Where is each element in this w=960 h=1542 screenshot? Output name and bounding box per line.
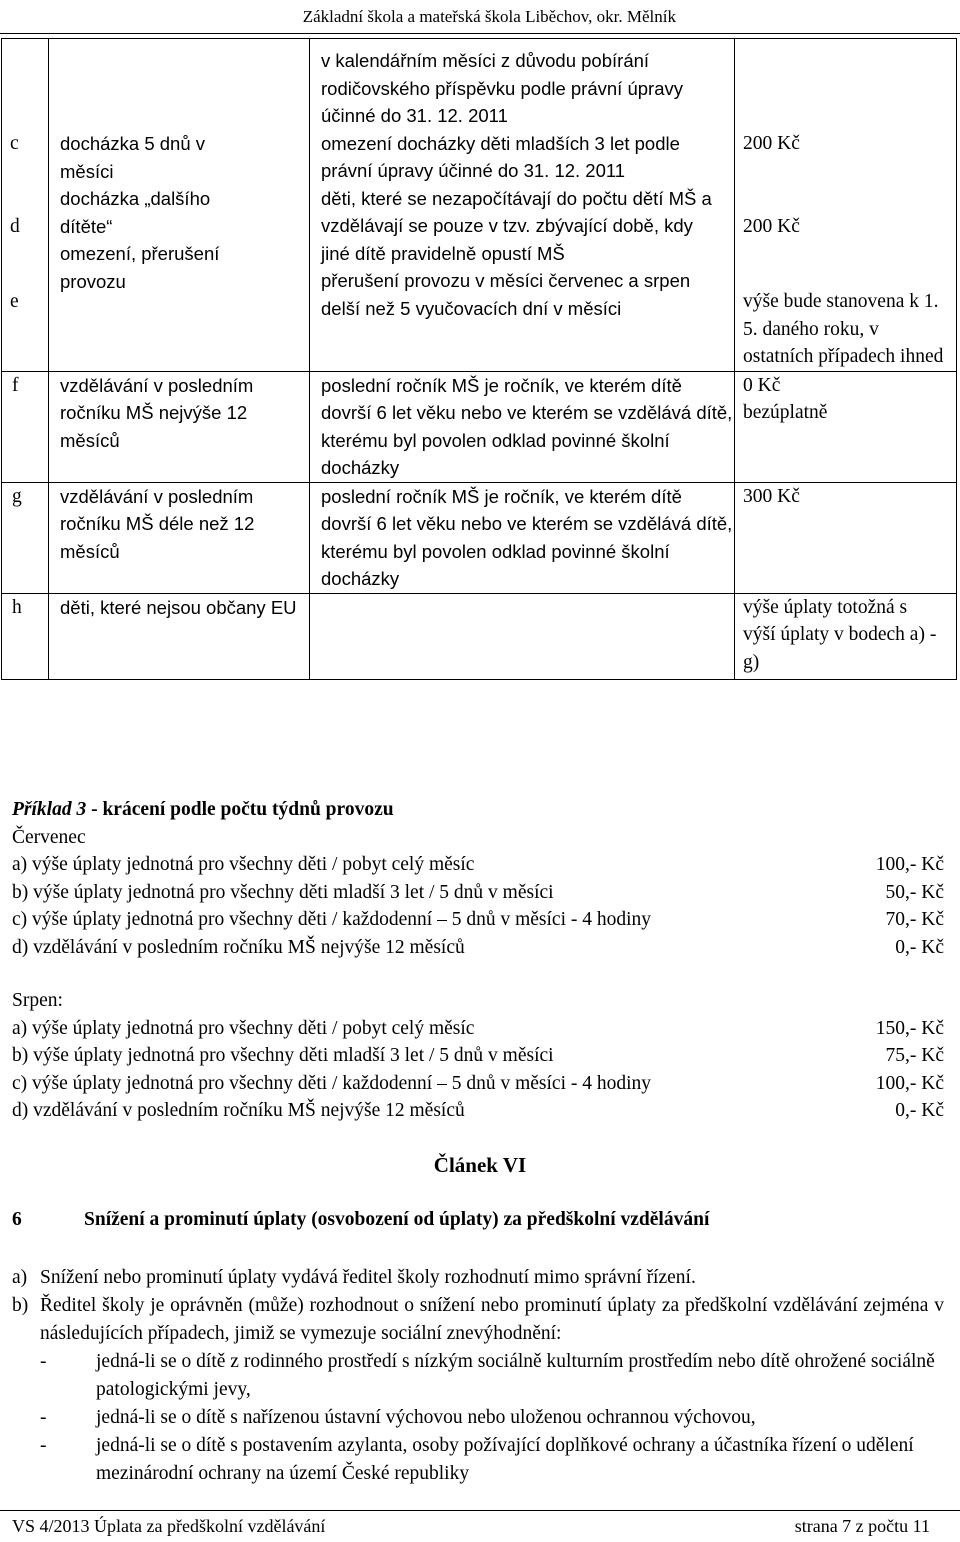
row-fee-text: výše úplaty totožná s výší úplaty v bodech a) -g) — [743, 596, 937, 673]
list-item — [12, 1292, 944, 1348]
item-amount: 50,- Kč — [885, 881, 944, 903]
month-name: Červenec — [12, 826, 86, 848]
item-amount: 70,- Kč — [885, 909, 944, 930]
row-name: docházka „dalšího dítěte“ — [60, 188, 211, 237]
row-fee — [735, 593, 957, 679]
row-condition: poslední ročník MŠ je ročník, ve kterém dítě dovrší 6 let věku nebo ve kterém se vzdělává dítě, kterému byl povolen odklad povinné školní docházky — [310, 371, 735, 482]
list-item — [12, 879, 944, 907]
item-text: Ředitel školy je oprávněn (může) rozhodnout o snížení nebo prominutí úplaty za předškolní vzdělávání zejména v následujících případech, jimiž se vymezuje sociální znevýhodnění: — [40, 1295, 944, 1344]
row-letter: g — [2, 482, 49, 593]
bullet-item — [40, 1404, 944, 1432]
page-footer — [0, 1510, 960, 1542]
row-condition: přerušení provozu v měsíci červenec a srpen delší než 5 vyučovacích dní v měsíci — [321, 270, 691, 319]
item-text: d) vzdělávání v posledním ročníku MŠ nejvýše 12 měsíců — [12, 1100, 465, 1121]
list-item — [12, 1097, 944, 1125]
item-text: c) výše úplaty jednotná pro všechny děti / každodenní – 5 dnů v měsíci - 4 hodiny — [12, 1072, 652, 1094]
bullet-dash: - — [40, 1351, 47, 1372]
row-name: vzdělávání v posledním ročníku MŠ nejvýše 12 měsíců — [49, 371, 310, 482]
row-condition: děti, které se nezapočítávají do počtu dětí MŠ a vzdělávají se pouze v tzv. zbývající době, kdy jiné dítě pravidelně opustí MŠ — [321, 187, 712, 264]
bullet-item — [40, 1432, 944, 1488]
month-name: Srpen: — [12, 990, 63, 1011]
footer-left: VS 4/2013 Úplata za předškolní vzdělávání — [12, 1516, 326, 1536]
article-heading: Článek VI — [433, 1153, 527, 1177]
list-item — [12, 1042, 944, 1070]
example-title — [12, 796, 944, 824]
bullet-item — [40, 1348, 944, 1404]
bullet-text: jedná-li se o dítě s postavením azylanta, osoby požívající doplňkové ochrany a účastníka řízení o udělení mezinárodní ochrany na území České republiky — [96, 1435, 914, 1484]
example-section — [12, 796, 944, 961]
bullet-text: jedná-li se o dítě z rodinného prostředí s nízkým sociálně kulturním prostředím nebo dítě ohrožené sociálně patologickými jevy, — [96, 1351, 935, 1400]
row-letter: h — [2, 593, 49, 679]
row-fee: 200 Kč — [743, 133, 800, 154]
row-condition: omezení docházky děti mladších 3 let podle právní úpravy účinné do 31. 12. 2011 — [321, 132, 680, 181]
row-letter: f — [2, 371, 49, 482]
section-number: 6 — [12, 1209, 22, 1230]
item-label: a) — [12, 1267, 28, 1288]
item-text: b) výše úplaty jednotná pro všechny děti mladší 3 let / 5 dnů v měsíci — [12, 1045, 554, 1066]
list-item — [12, 1015, 944, 1043]
row-fee — [735, 371, 957, 482]
table-row — [2, 39, 957, 372]
list-item — [12, 906, 944, 934]
table-row — [2, 371, 957, 482]
item-amount: 0,- Kč — [895, 1100, 944, 1121]
row-fee: 200 Kč — [743, 215, 800, 237]
row-condition — [310, 593, 735, 679]
item-amount: 75,- Kč — [885, 1045, 944, 1066]
row-name: děti, které nejsou občany EU — [49, 593, 310, 679]
article-body — [12, 1264, 944, 1488]
row-fee: 300 Kč — [735, 482, 957, 593]
section-heading — [12, 1209, 709, 1231]
example-title-rest: - krácení podle počtu týdnů provozu — [86, 799, 394, 820]
row-name: vzdělávání v posledním ročníku MŠ déle než 12 měsíců — [49, 482, 310, 593]
row-name: docházka 5 dnů v měsíci — [60, 133, 206, 182]
list-item — [12, 934, 944, 962]
list-item — [12, 1070, 944, 1098]
item-label: b) — [12, 1295, 29, 1316]
item-amount: 100,- Kč — [875, 1072, 944, 1094]
example-title-italic: Příklad 3 — [12, 799, 87, 820]
item-text: b) výše úplaty jednotná pro všechny děti mladší 3 let / 5 dnů v měsíci — [12, 881, 554, 903]
row-letter: d — [10, 215, 20, 237]
bullet-dash: - — [40, 1407, 47, 1428]
example-section-august — [12, 987, 944, 1125]
row-letter: e — [10, 291, 19, 312]
fee-table — [1, 38, 957, 680]
table-row — [2, 482, 957, 593]
row-letter-cell — [2, 39, 49, 372]
header-title: Základní škola a mateřská škola Liběchov, okr. Mělník — [302, 7, 676, 26]
item-text: a) výše úplaty jednotná pro všechny děti / pobyt celý měsíc — [12, 1017, 475, 1039]
row-condition-cell — [310, 39, 735, 372]
item-amount: 150,- Kč — [875, 1017, 944, 1039]
footer-page-number: strana 7 z počtu 11 — [794, 1516, 930, 1536]
row-fee: výše bude stanovena k 1. 5. daného roku, v ostatních případech ihned — [743, 291, 944, 367]
item-text: d) vzdělávání v posledním ročníku MŠ nejvýše 12 měsíců — [12, 936, 465, 958]
bullet-text: jedná-li se o dítě s nařízenou ústavní výchovou nebo uloženou ochrannou výchovou, — [96, 1407, 756, 1428]
item-amount: 0,- Kč — [895, 936, 944, 958]
row-letter: c — [10, 133, 19, 154]
item-amount: 100,- Kč — [875, 854, 944, 875]
top-continuation: v kalendářním měsíci z důvodu pobírání rodičovského příspěvku podle právní úpravy účinné do 31. 12. 2011 — [321, 50, 683, 126]
row-fee-text: 0 Kč bezúplatně — [743, 374, 828, 423]
item-text: c) výše úplaty jednotná pro všechny děti / každodenní – 5 dnů v měsíci - 4 hodiny — [12, 909, 652, 930]
page-header — [0, 4, 960, 34]
bullet-dash: - — [40, 1435, 47, 1456]
row-name-cell — [49, 39, 310, 372]
row-fee-cell — [735, 39, 957, 372]
list-item — [12, 1264, 944, 1292]
item-text: a) výše úplaty jednotná pro všechny děti / pobyt celý měsíc — [12, 854, 475, 875]
list-item — [12, 851, 944, 879]
row-name: omezení, přerušení provozu — [60, 243, 220, 292]
section-title: Snížení a prominutí úplaty (osvobození od úplaty) za předškolní vzdělávání — [84, 1209, 710, 1230]
item-text: Snížení nebo prominutí úplaty vydává ředitel školy rozhodnutí mimo správní řízení. — [40, 1267, 696, 1288]
row-condition: poslední ročník MŠ je ročník, ve kterém dítě dovrší 6 let věku nebo ve kterém se vzdělává dítě, kterému byl povolen odklad povinné školní docházky — [310, 482, 735, 593]
header-rule — [0, 33, 960, 34]
table-row — [2, 593, 957, 679]
